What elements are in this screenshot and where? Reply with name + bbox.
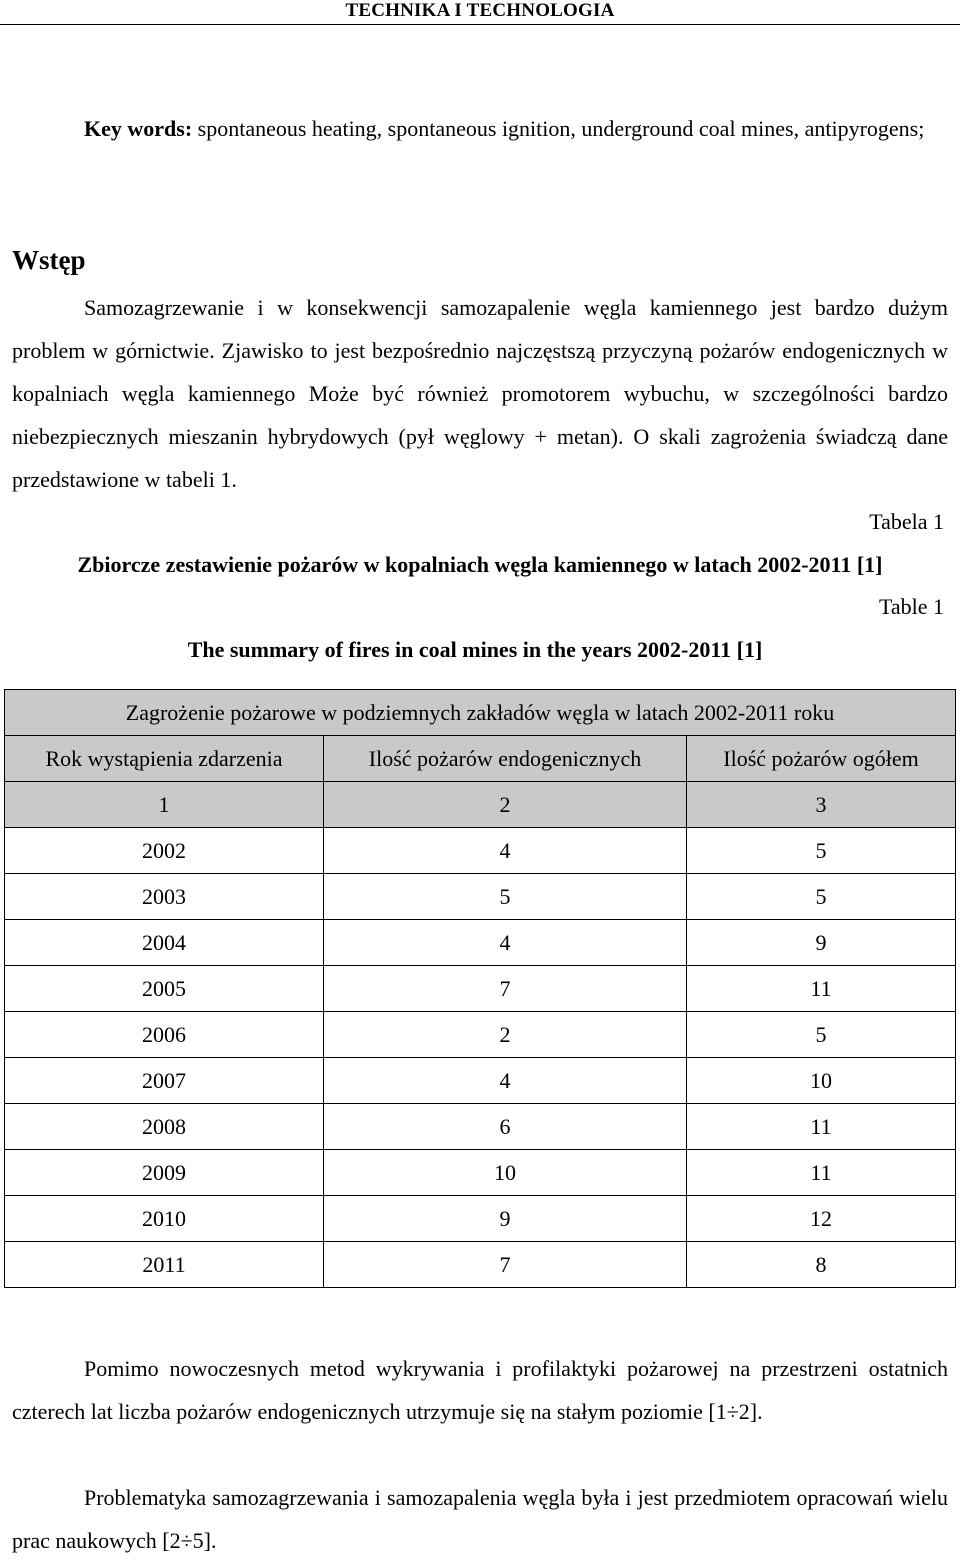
year-cell: 2007 (5, 1058, 324, 1104)
total-count-cell: 10 (687, 1058, 956, 1104)
header-cell-total: Ilość pożarów ogółem (687, 736, 956, 782)
year-cell: 2008 (5, 1104, 324, 1150)
keywords-label: Key words: (84, 116, 193, 141)
table-column-number-row (5, 782, 956, 828)
table-title-cell: Zagrożenie pożarowe w podziemnych zakładów węgla w latach 2002-2011 roku (5, 690, 956, 736)
fires-table (4, 689, 956, 1288)
table-title-en: The summary of fires in coal mines in the years 2002-2011 [1] (187, 637, 763, 662)
endogenous-count-cell: 10 (324, 1150, 687, 1196)
year-cell: 2003 (5, 874, 324, 920)
endogenous-count-cell: 7 (324, 966, 687, 1012)
endogenous-count-cell: 5 (324, 874, 687, 920)
total-count-cell: 5 (687, 1012, 956, 1058)
keywords-text: spontaneous heating, spontaneous ignition, underground coal mines, antipyrogens; (197, 116, 925, 141)
column-number-cell: 1 (5, 782, 324, 828)
total-count-cell: 5 (687, 874, 956, 920)
table-row (5, 874, 956, 920)
total-count-cell: 11 (687, 966, 956, 1012)
table-label-en: Table 1 (878, 594, 944, 619)
year-cell: 2010 (5, 1196, 324, 1242)
table-row (5, 1012, 956, 1058)
endogenous-count-cell: 9 (324, 1196, 687, 1242)
table-row (5, 1150, 956, 1196)
table-row (5, 920, 956, 966)
table-title-pl: Zbiorcze zestawienie pożarów w kopalniach węgla kamiennego w latach 2002-2011 [1] (77, 552, 883, 577)
keywords-paragraph (12, 107, 948, 150)
intro-text: Samozagrzewanie i w konsekwencji samozapalenie węgla kamiennego jest bardzo dużym problem w górnictwie. Zjawisko to jest bezpośrednio najczęstszą przyczyną pożarów endogenicznych w kopalniach węgla kamiennego Może być również promotorem wybuchu, w szczególności bardzo niebezpiecznych mieszanin hybrydowych (pył węglowy + metan). O skali zagrożenia świadczą dane przedstawione w tabeli 1. (12, 295, 948, 492)
table-row (5, 966, 956, 1012)
section-heading: Wstęp (12, 245, 86, 275)
endogenous-count-cell: 2 (324, 1012, 687, 1058)
year-cell: 2011 (5, 1242, 324, 1288)
year-cell: 2005 (5, 966, 324, 1012)
total-count-cell: 9 (687, 920, 956, 966)
year-cell: 2006 (5, 1012, 324, 1058)
table-header-row (5, 736, 956, 782)
body-paragraph-1 (12, 1347, 948, 1433)
header-cell-endogenous: Ilość pożarów endogenicznych (324, 736, 687, 782)
table-row (5, 1196, 956, 1242)
table-row (5, 1058, 956, 1104)
table-row (5, 828, 956, 874)
table-label-pl: Tabela 1 (869, 509, 944, 534)
total-count-cell: 11 (687, 1150, 956, 1196)
total-count-cell: 5 (687, 828, 956, 874)
column-number-cell: 3 (687, 782, 956, 828)
total-count-cell: 12 (687, 1196, 956, 1242)
column-number-cell: 2 (324, 782, 687, 828)
year-cell: 2009 (5, 1150, 324, 1196)
running-header (0, 0, 960, 25)
endogenous-count-cell: 7 (324, 1242, 687, 1288)
endogenous-count-cell: 4 (324, 1058, 687, 1104)
year-cell: 2002 (5, 828, 324, 874)
body-paragraph-2-text: Problematyka samozagrzewania i samozapalenia węgla była i jest przedmiotem opracowań wielu prac naukowych [2÷5]. (12, 1485, 948, 1553)
table-title-row (5, 690, 956, 736)
endogenous-count-cell: 6 (324, 1104, 687, 1150)
body-paragraph-2 (12, 1476, 948, 1562)
endogenous-count-cell: 4 (324, 828, 687, 874)
header-cell-year: Rok wystąpienia zdarzenia (5, 736, 324, 782)
running-header-title: TECHNIKA I TECHNOLOGIA (345, 0, 615, 21)
body-paragraph-1-text: Pomimo nowoczesnych metod wykrywania i profilaktyki pożarowej na przestrzeni ostatnich czterech lat liczba pożarów endogenicznych utrzymuje się na stałym poziomie [1÷2]. (12, 1356, 948, 1424)
total-count-cell: 8 (687, 1242, 956, 1288)
table-row (5, 1242, 956, 1288)
endogenous-count-cell: 4 (324, 920, 687, 966)
intro-paragraph (12, 286, 948, 501)
total-count-cell: 11 (687, 1104, 956, 1150)
table-row (5, 1104, 956, 1150)
year-cell: 2004 (5, 920, 324, 966)
